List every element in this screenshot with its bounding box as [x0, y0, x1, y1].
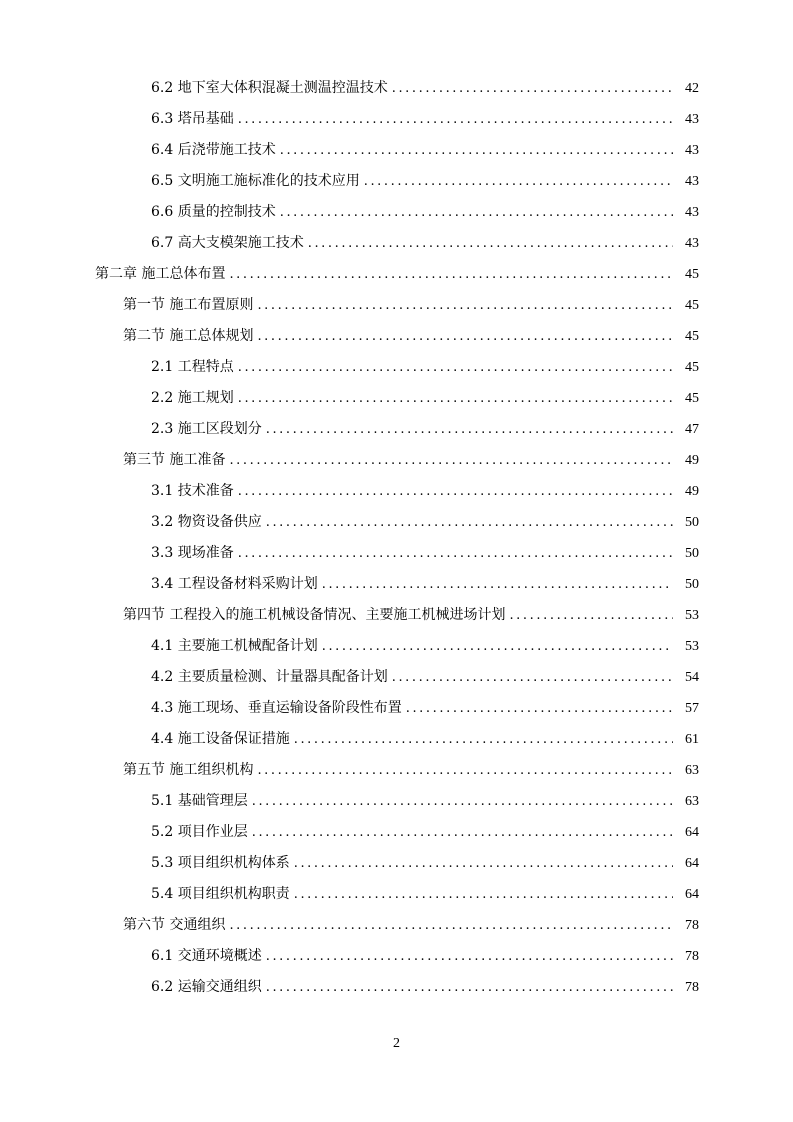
toc-leader-dots — [280, 135, 673, 166]
toc-entry[interactable] — [0, 197, 793, 228]
toc-entry-title: 第六节 交通组织 — [123, 917, 226, 933]
toc-entry[interactable] — [0, 786, 793, 817]
toc-entry-page: 43 — [685, 205, 699, 220]
toc-entry-page: 57 — [685, 701, 699, 716]
toc-entry[interactable] — [0, 879, 793, 910]
toc-entry-page: 43 — [685, 174, 699, 189]
toc-section-entry[interactable] — [0, 445, 793, 476]
toc-entry[interactable] — [0, 972, 793, 1003]
toc-entry[interactable] — [0, 724, 793, 755]
toc-entry[interactable] — [0, 383, 793, 414]
toc-leader-dots — [322, 631, 673, 662]
toc-entry-title: 3.1 技术准备 — [151, 483, 234, 499]
toc-leader-dots — [238, 538, 673, 569]
toc-section-entry[interactable] — [0, 290, 793, 321]
toc-entry-page: 64 — [685, 887, 699, 902]
toc-entry-page: 50 — [685, 546, 699, 561]
toc-entry-title: 6.3 塔吊基础 — [151, 111, 234, 127]
toc-entry-title: 4.3 施工现场、垂直运输设备阶段性布置 — [151, 700, 402, 716]
toc-entry-page: 63 — [685, 794, 699, 809]
toc-leader-dots — [238, 476, 673, 507]
toc-entry-page: 53 — [685, 639, 699, 654]
toc-entry-page: 45 — [685, 360, 699, 375]
toc-leader-dots — [257, 290, 673, 321]
toc-entry[interactable] — [0, 538, 793, 569]
toc-entry-title: 6.2 运输交通组织 — [151, 979, 262, 995]
toc-entry-page: 45 — [685, 298, 699, 313]
toc-entry-title: 6.6 质量的控制技术 — [151, 204, 276, 220]
toc-entry[interactable] — [0, 662, 793, 693]
toc-entry-page: 63 — [685, 763, 699, 778]
toc-entry-page: 43 — [685, 236, 699, 251]
toc-leader-dots — [364, 166, 673, 197]
toc-entry-page: 42 — [685, 81, 699, 96]
toc-leader-dots — [392, 73, 673, 104]
toc-entry-title: 3.3 现场准备 — [151, 545, 234, 561]
toc-leader-dots — [509, 600, 673, 631]
toc-entry[interactable] — [0, 941, 793, 972]
toc-leader-dots — [266, 507, 673, 538]
toc-section-entry[interactable] — [0, 321, 793, 352]
toc-entry[interactable] — [0, 476, 793, 507]
toc-entry-title: 6.7 高大支模架施工技术 — [151, 235, 304, 251]
toc-entry-page: 78 — [685, 980, 699, 995]
page-number: 2 — [393, 1036, 400, 1051]
toc-leader-dots — [308, 228, 673, 259]
toc-entry[interactable] — [0, 693, 793, 724]
toc-chapter-entry[interactable] — [0, 259, 793, 290]
toc-entry[interactable] — [0, 73, 793, 104]
toc-entry-page: 50 — [685, 515, 699, 530]
toc-entry-page: 50 — [685, 577, 699, 592]
toc-leader-dots — [294, 879, 673, 910]
toc-leader-dots — [257, 755, 673, 786]
toc-entry-title: 3.2 物资设备供应 — [151, 514, 262, 530]
toc-entry[interactable] — [0, 507, 793, 538]
toc-entry-title: 第五节 施工组织机构 — [123, 762, 254, 778]
toc-leader-dots — [392, 662, 673, 693]
toc-entry-page: 45 — [685, 267, 699, 282]
toc-entry[interactable] — [0, 228, 793, 259]
toc-entry-title: 第四节 工程投入的施工机械设备情况、主要施工机械进场计划 — [123, 607, 506, 623]
toc-entry-title: 第三节 施工准备 — [123, 452, 226, 468]
toc-leader-dots — [294, 848, 673, 879]
toc-entry-title: 5.3 项目组织机构体系 — [151, 855, 290, 871]
toc-leader-dots — [406, 693, 673, 724]
toc-entry[interactable] — [0, 569, 793, 600]
toc-entry[interactable] — [0, 631, 793, 662]
toc-section-entry[interactable] — [0, 910, 793, 941]
toc-entry-title: 3.4 工程设备材料采购计划 — [151, 576, 318, 592]
toc-entry[interactable] — [0, 848, 793, 879]
toc-section-entry[interactable] — [0, 755, 793, 786]
toc-entry-title: 第二节 施工总体规划 — [123, 328, 254, 344]
toc-leader-dots — [322, 569, 673, 600]
toc-entry-page: 43 — [685, 112, 699, 127]
toc-entry-page: 64 — [685, 825, 699, 840]
toc-entry-title: 2.1 工程特点 — [151, 359, 234, 375]
toc-entry-page: 49 — [685, 453, 699, 468]
toc-entry-title: 5.4 项目组织机构职责 — [151, 886, 290, 902]
toc-entry-page: 61 — [685, 732, 699, 747]
toc-entry-page: 47 — [685, 422, 699, 437]
toc-entry-title: 6.5 文明施工施标准化的技术应用 — [151, 173, 360, 189]
toc-leader-dots — [280, 197, 673, 228]
toc-leader-dots — [238, 104, 673, 135]
table-of-contents — [0, 73, 793, 1003]
toc-entry-title: 4.1 主要施工机械配备计划 — [151, 638, 318, 654]
toc-leader-dots — [229, 259, 673, 290]
toc-entry-title: 4.4 施工设备保证措施 — [151, 731, 290, 747]
toc-entry-title: 2.3 施工区段划分 — [151, 421, 262, 437]
toc-entry[interactable] — [0, 166, 793, 197]
toc-entry-title: 第二章 施工总体布置 — [95, 266, 226, 282]
toc-leader-dots — [238, 352, 673, 383]
toc-entry[interactable] — [0, 414, 793, 445]
toc-entry-page: 78 — [685, 918, 699, 933]
toc-entry-page: 78 — [685, 949, 699, 964]
toc-leader-dots — [229, 445, 673, 476]
toc-entry-page: 45 — [685, 329, 699, 344]
toc-entry-title: 6.2 地下室大体积混凝土测温控温技术 — [151, 80, 388, 96]
toc-entry[interactable] — [0, 104, 793, 135]
toc-entry-title: 5.1 基础管理层 — [151, 793, 248, 809]
toc-entry-page: 53 — [685, 608, 699, 623]
toc-leader-dots — [252, 786, 673, 817]
toc-entry[interactable] — [0, 817, 793, 848]
toc-section-entry[interactable] — [0, 600, 793, 631]
toc-entry-title: 4.2 主要质量检测、计量器具配备计划 — [151, 669, 388, 685]
toc-leader-dots — [266, 941, 673, 972]
toc-entry-title: 第一节 施工布置原则 — [123, 297, 254, 313]
toc-entry-page: 45 — [685, 391, 699, 406]
toc-leader-dots — [257, 321, 673, 352]
toc-entry[interactable] — [0, 352, 793, 383]
toc-entry-title: 6.1 交通环境概述 — [151, 948, 262, 964]
toc-entry-page: 54 — [685, 670, 699, 685]
toc-leader-dots — [294, 724, 673, 755]
toc-entry-page: 64 — [685, 856, 699, 871]
toc-leader-dots — [266, 414, 673, 445]
toc-leader-dots — [229, 910, 673, 941]
toc-leader-dots — [266, 972, 673, 1003]
toc-entry-page: 43 — [685, 143, 699, 158]
toc-leader-dots — [238, 383, 673, 414]
toc-entry-title: 6.4 后浇带施工技术 — [151, 142, 276, 158]
toc-leader-dots — [252, 817, 673, 848]
toc-entry-title: 5.2 项目作业层 — [151, 824, 248, 840]
toc-entry[interactable] — [0, 135, 793, 166]
toc-entry-title: 2.2 施工规划 — [151, 390, 234, 406]
toc-entry-page: 49 — [685, 484, 699, 499]
